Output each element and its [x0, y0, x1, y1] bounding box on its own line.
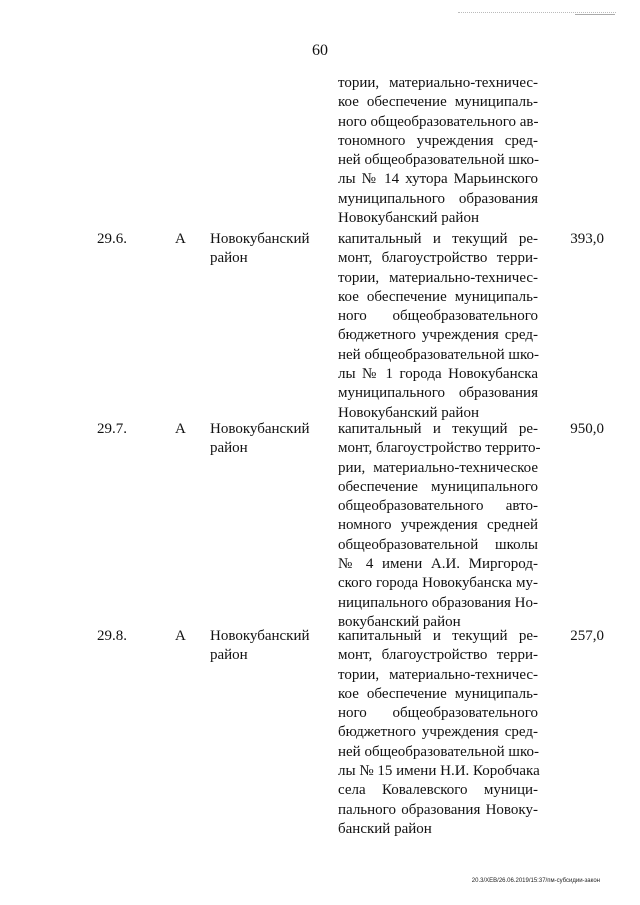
top-scan-mark [575, 14, 615, 15]
text-line: обеспечение муниципального [338, 478, 538, 495]
text-line: кое обеспечение муниципаль- [338, 685, 538, 702]
district-line: район [210, 647, 248, 664]
row-district [210, 420, 320, 459]
text-line: монт, благоустройство терри- [338, 647, 538, 664]
text-line: общеобразовательного авто- [338, 498, 538, 515]
row-category: А [175, 421, 186, 437]
text-line: номного учреждения средней [338, 517, 538, 534]
text-line: лы № 1 города Новокубанска [338, 366, 538, 383]
text-line: тории, материально-техничес- [338, 75, 538, 91]
text-line: монт, благоустройство терри- [338, 250, 538, 267]
row-amount: 950,0 [570, 421, 604, 437]
text-line: капитальный и текущий ре- [338, 421, 538, 437]
text-line: ского города Новокубанска му- [338, 575, 538, 592]
text-line: тории, материально-техничес- [338, 269, 538, 286]
text-line: ней общеобразовательной шко- [338, 743, 539, 760]
text-line: кое обеспечение муниципаль- [338, 94, 538, 111]
row-district [210, 230, 320, 269]
text-line: тории, материально-техничес- [338, 666, 538, 683]
text-line: тономного учреждения сред- [338, 132, 538, 149]
text-line: монт, благоустройство террито- [338, 440, 541, 457]
text-line: кое обеспечение муниципаль- [338, 288, 538, 305]
text-line: лы № 14 хутора Марьинского [338, 171, 538, 188]
row-category: А [175, 231, 186, 247]
page-number: 60 [312, 42, 328, 59]
text-line: муниципального образования [338, 190, 538, 207]
table-row [0, 420, 640, 630]
text-line: вокубанский район [338, 613, 461, 630]
row-category: А [175, 628, 186, 644]
text-line: лы № 15 имени Н.И. Коробчака [338, 763, 540, 780]
top-scan-line [458, 12, 616, 13]
row-description [338, 420, 541, 632]
text-line: № 4 имени А.И. Миргород- [338, 556, 538, 573]
text-line: ниципального образования Но- [338, 594, 539, 611]
row-district [210, 627, 320, 666]
district-line: Новокубанский [210, 421, 310, 437]
text-line: банский район [338, 820, 432, 837]
district-line: Новокубанский [210, 231, 310, 247]
row-number: 29.6. [97, 231, 127, 247]
table-row [0, 627, 640, 837]
text-line: ного общеобразовательного [338, 705, 538, 722]
row-number: 29.8. [97, 628, 127, 644]
text-line: села Ковалевского муници- [338, 782, 538, 799]
row-description [338, 627, 538, 839]
continued-description [338, 74, 538, 228]
text-line: бюджетного учреждения сред- [338, 327, 538, 344]
row-amount: 257,0 [570, 628, 604, 644]
text-line: муниципального образования [338, 385, 538, 402]
table-row [0, 230, 640, 430]
text-line: ного общеобразовательного ав- [338, 113, 539, 130]
text-line: общеобразовательной школы [338, 536, 538, 553]
text-line: Новокубанский район [338, 404, 479, 421]
text-line: ней общеобразовательной шко- [338, 346, 539, 363]
text-line: бюджетного учреждения сред- [338, 724, 538, 741]
row-description [338, 230, 538, 423]
text-line: пального образования Новоку- [338, 801, 538, 818]
district-line: район [210, 440, 248, 457]
text-line: ного общеобразовательного [338, 308, 538, 325]
text-line: капитальный и текущий ре- [338, 231, 538, 247]
row-number: 29.7. [97, 421, 127, 437]
text-line: ней общеобразовательной шко- [338, 152, 539, 169]
text-line: рии, материально-техническое [338, 459, 538, 476]
row-amount: 393,0 [570, 231, 604, 247]
district-line: район [210, 250, 248, 267]
text-line: Новокубанский район [338, 210, 479, 227]
district-line: Новокубанский [210, 628, 310, 644]
text-line: капитальный и текущий ре- [338, 628, 538, 644]
document-footer: 20.3/ХЕВ/26.06.2019/15:37/пм-субсидии-закон [471, 878, 600, 884]
